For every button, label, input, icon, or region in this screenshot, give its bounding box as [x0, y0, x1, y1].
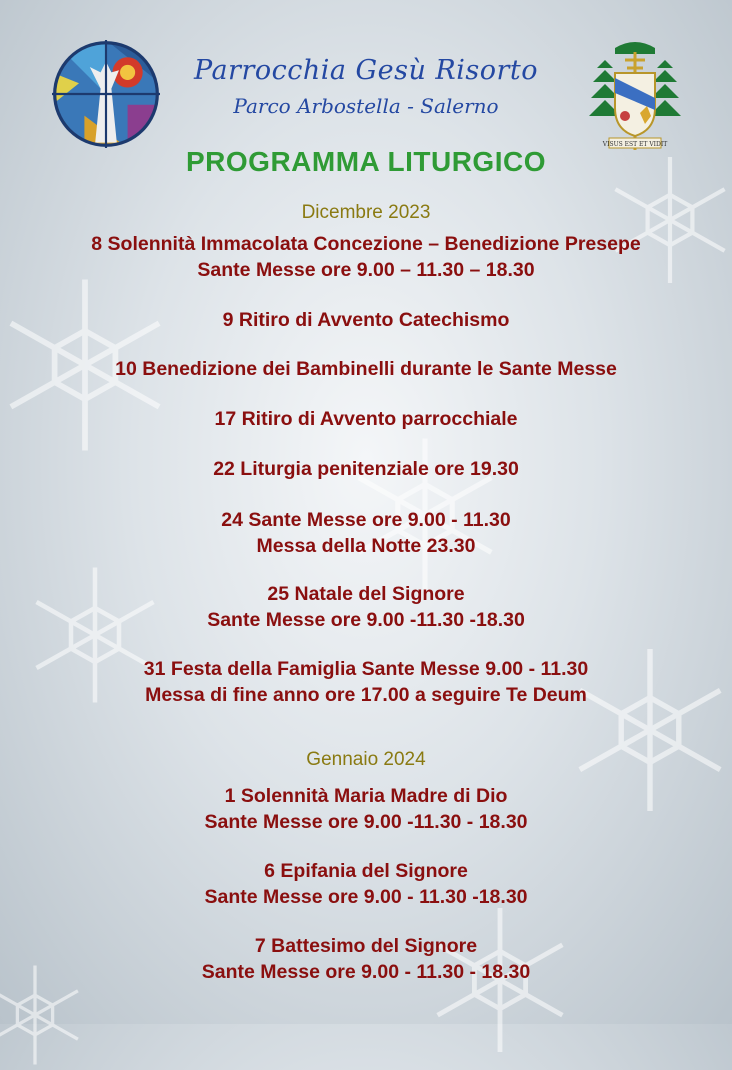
event-line: 10 Benedizione dei Bambinelli durante le Sante Messe [115, 358, 617, 380]
event-line: 25 Natale del Signore [267, 583, 465, 605]
program-title: PROGRAMMA LITURGICO [186, 146, 546, 177]
parish-location: Parco Arbostella - Salerno [233, 94, 499, 118]
bishop-crest-icon [585, 38, 685, 156]
event-line: 17 Ritiro di Avvento parrocchiale [214, 408, 518, 430]
event-line: Messa di fine anno ore 17.00 a seguire Te Deum [145, 684, 587, 706]
parish-name: Parrocchia Gesù Risorto [193, 55, 539, 86]
crest-motto: VISUS EST ET VIDIT [602, 141, 668, 148]
event-line: Sante Messe ore 9.00 -11.30 -18.30 [207, 609, 525, 631]
event-line: Sante Messe ore 9.00 – 11.30 – 18.30 [197, 259, 535, 281]
event-line: 24 Sante Messe ore 9.00 - 11.30 [221, 509, 511, 531]
event-line: 8 Solennità Immacolata Concezione – Benedizione Presepe [91, 233, 641, 255]
event-line: Sante Messe ore 9.00 - 11.30 - 18.30 [201, 961, 531, 983]
event-line: 6 Epifania del Signore [264, 860, 468, 882]
event-line: Sante Messe ore 9.00 -11.30 - 18.30 [204, 811, 528, 833]
event-line: 31 Festa della Famiglia Sante Messe 9.00 - 11.30 [143, 658, 589, 680]
event-line: Sante Messe ore 9.00 - 11.30 -18.30 [204, 886, 528, 908]
event-line: 9 Ritiro di Avvento Catechismo [222, 309, 510, 331]
event-line: 7 Battesimo del Signore [254, 935, 478, 957]
event-line: 1 Solennità Maria Madre di Dio [224, 785, 508, 807]
event-line: 22 Liturgia penitenziale ore 19.30 [213, 458, 519, 480]
event-line: Messa della Notte 23.30 [256, 535, 476, 557]
month-heading-december: Dicembre 2023 [301, 202, 431, 223]
month-heading-january: Gennaio 2024 [306, 749, 426, 770]
